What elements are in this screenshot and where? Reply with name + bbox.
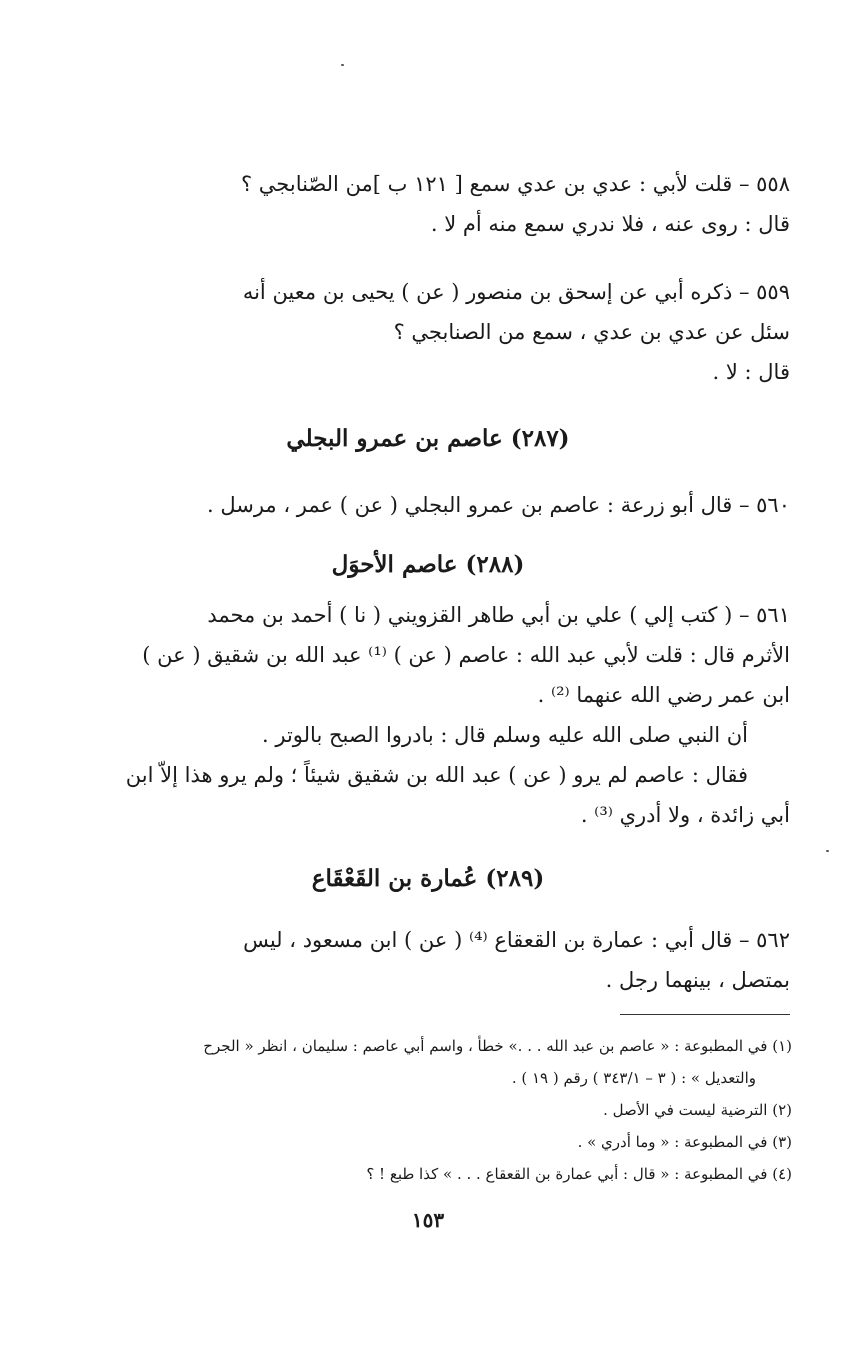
paragraph-561-line-5: فقال : عاصم لم يرو ( عن ) عبد الله بن شقيق شيئاً ؛ ولم يرو هذا إلاّ ابن [125,763,748,787]
paragraph-559 [110,272,790,392]
paragraph-560-line-1: ٥٦٠ – قال أبو زرعة : عاصم بن عمرو البجلي ( عن ) عمر ، مرسل . [206,493,790,517]
scan-speck-right [826,850,829,852]
paragraph-558-line-1: ٥٥٨ – قلت لأبي : عدي بن عدي سمع [ ١٢١ ب ]من الصّنابجي ؟ [240,172,790,196]
paragraph-561-line-2: الأثرم قال : قلت لأبي عبد الله : عاصم ( عن ) ⁽¹⁾ عبد الله بن شقيق ( عن ) [142,643,790,667]
footnote-separator [620,1014,790,1015]
paragraph-561-line-1: ٥٦١ – ( كتب إلي ) علي بن أبي طاهر القزويني ( نا ) أحمد بن محمد [207,603,790,627]
paragraph-561-line-4: أن النبي صلى الله عليه وسلم قال : بادروا الصبح بالوتر . [262,723,748,747]
page-number: ١٥٣ [411,1208,445,1232]
paragraph-558-line-2: قال : روى عنه ، فلا ندري سمع منه أم لا . [430,212,790,236]
paragraph-561-line-3: ابن عمر رضي الله عنهما ⁽²⁾ . [537,683,790,707]
paragraph-560 [110,485,790,525]
footnote-4: (٤) في المطبوعة : « قال : أبي عمارة بن القعقاع . . . » كذا طبع ! ؟ [366,1165,792,1183]
paragraph-562-line-1: ٥٦٢ – قال أبي : عمارة بن القعقاع ⁽⁴⁾ ( عن ) ابن مسعود ، ليس [243,928,790,952]
paragraph-562 [110,920,790,1000]
paragraph-559-line-3: قال : لا . [712,360,790,384]
paragraph-561-line-6: أبي زائدة ، ولا أدري ⁽³⁾ . [580,803,790,827]
section-heading-288: (٢٨٨) عاصم الأحوَل [331,551,525,578]
paragraph-559-line-1: ٥٥٩ – ذكره أبي عن إسحق بن منصور ( عن ) يحيى بن معين أنه [242,280,790,304]
paragraph-559-line-2: سئل عن عدي بن عدي ، سمع من الصنابجي ؟ [393,320,790,344]
footnote-1-line-2: والتعديل » : ( ٣ – ٣٤٣/١ ) رقم ( ١٩ ) . [511,1069,756,1087]
scan-speck-top [341,64,344,66]
footnote-3: (٣) في المطبوعة : « وما أدري » . [577,1133,792,1151]
section-heading-289: (٢٨٩) عُمارة بن القَعْقَاع [311,865,545,892]
footnotes [102,1030,792,1190]
paragraph-558 [110,164,790,244]
section-heading-287: (٢٨٧) عاصم بن عمرو البجلي [286,425,570,452]
footnote-1-line-1: (١) في المطبوعة : « عاصم بن عبد الله . . .» خطأ ، واسم أبي عاصم : سليمان ، انظر « الجرح [203,1037,792,1055]
paragraph-561 [110,595,790,835]
paragraph-562-line-2: بمتصل ، بينهما رجل . [605,968,790,992]
footnote-2: (٢) الترضية ليست في الأصل . [603,1101,792,1119]
